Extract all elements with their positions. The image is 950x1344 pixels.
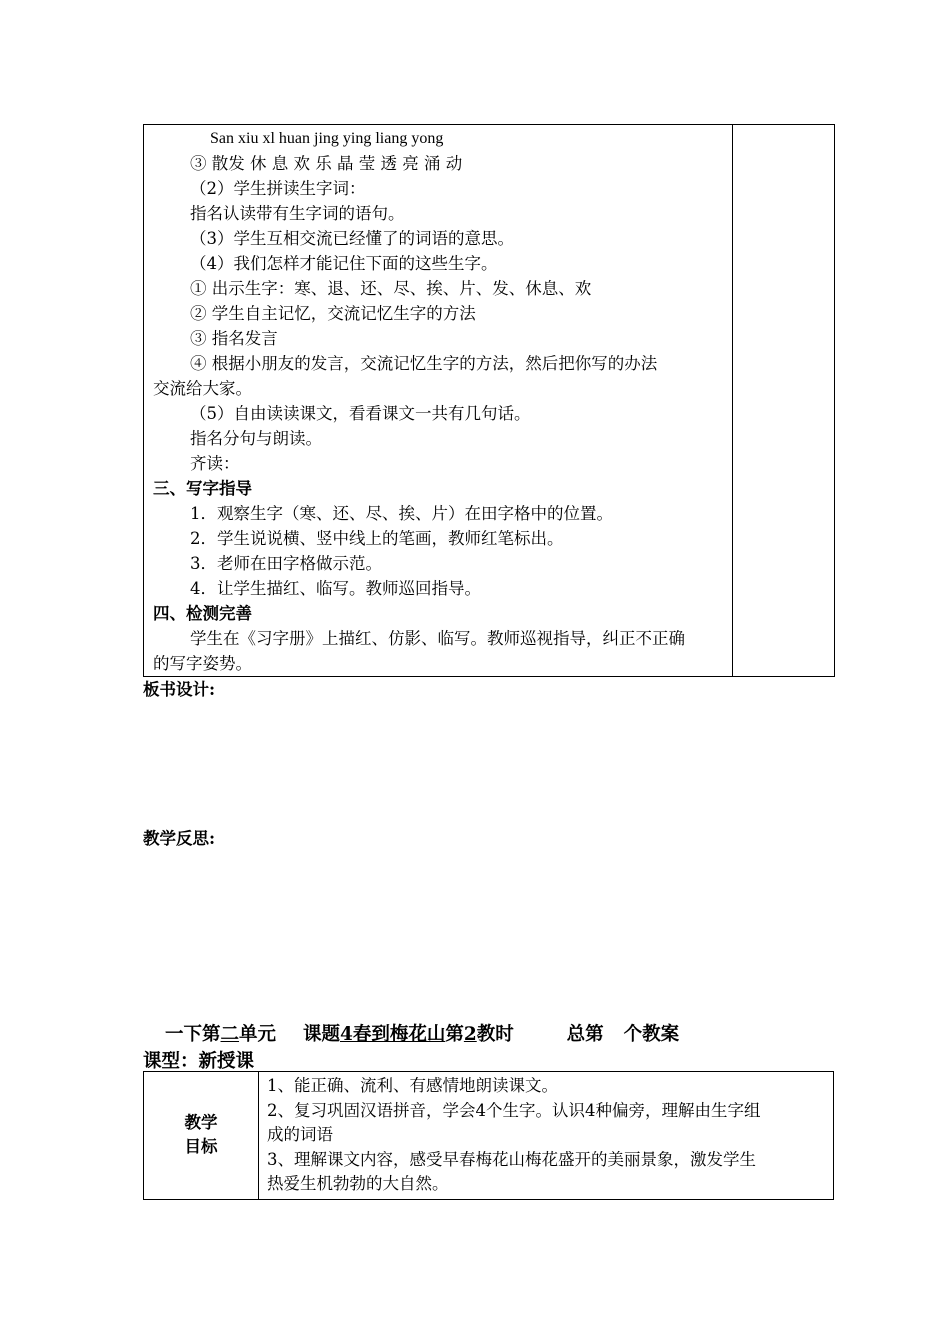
header-text: 个教案 — [623, 1024, 680, 1045]
period-number: 2 — [463, 1024, 477, 1045]
lesson-line: 交流给大家。 — [153, 379, 252, 398]
unit-number: 二 — [220, 1024, 240, 1045]
lesson-title: 4春到梅花山 — [339, 1024, 446, 1045]
header-text: 单元 — [239, 1024, 277, 1045]
goal-line: 3、理解课文内容，感受早春梅花山梅花盛开的美丽景象，激发学生 — [267, 1149, 756, 1169]
lesson-line: 3．老师在田字格做示范。 — [190, 554, 382, 573]
lesson-content-cell — [144, 125, 733, 677]
lesson-line: 1．观察生字（寒、还、尽、挨、片）在田字格中的位置。 — [190, 504, 613, 523]
section-title: 三、写字指导 — [153, 479, 252, 498]
header-text: 一下第 — [165, 1024, 221, 1045]
goals-label: 目标 — [184, 1137, 218, 1157]
header-text: 第 — [445, 1024, 464, 1045]
goals-label-cell — [144, 1072, 259, 1200]
lesson-line: （2）学生拼读生字词： — [190, 179, 366, 198]
reflection-label: 教学反思: — [143, 829, 216, 848]
lesson-line: 的写字姿势。 — [153, 654, 252, 673]
lesson-line: ③ 指名发言 — [190, 329, 278, 348]
lesson-header — [165, 1020, 679, 1046]
goals-label: 教学 — [184, 1113, 218, 1133]
lesson-process-table — [143, 124, 835, 677]
header-text: 总第 — [566, 1024, 604, 1045]
goal-line: 成的词语 — [267, 1125, 333, 1144]
pinyin-line: San xiu xl huan jing ying liang yong — [210, 130, 444, 147]
goals-cell — [259, 1072, 834, 1200]
lesson-line: ② 学生自主记忆，交流记忆生字的方法 — [190, 304, 476, 323]
lesson-type: 课型：新授课 — [143, 1051, 255, 1072]
header-text: 教时 — [476, 1024, 514, 1045]
lesson-line: （3）学生互相交流已经懂了的词语的意思。 — [190, 229, 514, 248]
lesson-line: ④ 根据小朋友的发言，交流记忆生字的方法，然后把你写的办法 — [190, 354, 658, 373]
goal-line: 热爱生机勃勃的大自然。 — [267, 1174, 449, 1193]
lesson-line: 学生在《习字册》上描红、仿影、临写。教师巡视指导，纠正不正确 — [190, 629, 685, 648]
goal-line: 1、能正确、流利、有感情地朗读课文。 — [267, 1076, 558, 1095]
lesson-line: 2．学生说说横、竖中线上的笔画，教师红笔标出。 — [190, 529, 564, 548]
header-text: 课题 — [302, 1024, 340, 1045]
goal-line: 2、复习巩固汉语拼音，学会4个生字。认识4种偏旁，理解由生字组 — [267, 1100, 761, 1120]
lesson-line: 指名认读带有生字词的语句。 — [190, 204, 405, 223]
lesson-line: （4）我们怎样才能记住下面的这些生字。 — [190, 254, 498, 273]
lesson-line: 齐读： — [190, 454, 240, 473]
lesson-line: （5）自由读读课文，看看课文一共有几句话。 — [190, 404, 531, 423]
section-title: 四、检测完善 — [153, 604, 252, 623]
lesson-line: 4．让学生描红、临写。教师巡回指导。 — [190, 579, 481, 598]
lesson-line: ③ 散发 休 息 欢 乐 晶 莹 透 亮 涌 动 — [190, 154, 463, 173]
goals-table — [143, 1071, 834, 1200]
lesson-line: ① 出示生字：寒、退、还、尽、挨、片、发、休息、欢 — [190, 279, 592, 298]
notes-cell — [733, 125, 835, 677]
board-design-label: 板书设计: — [143, 680, 216, 699]
lesson-line: 指名分句与朗读。 — [190, 429, 322, 448]
